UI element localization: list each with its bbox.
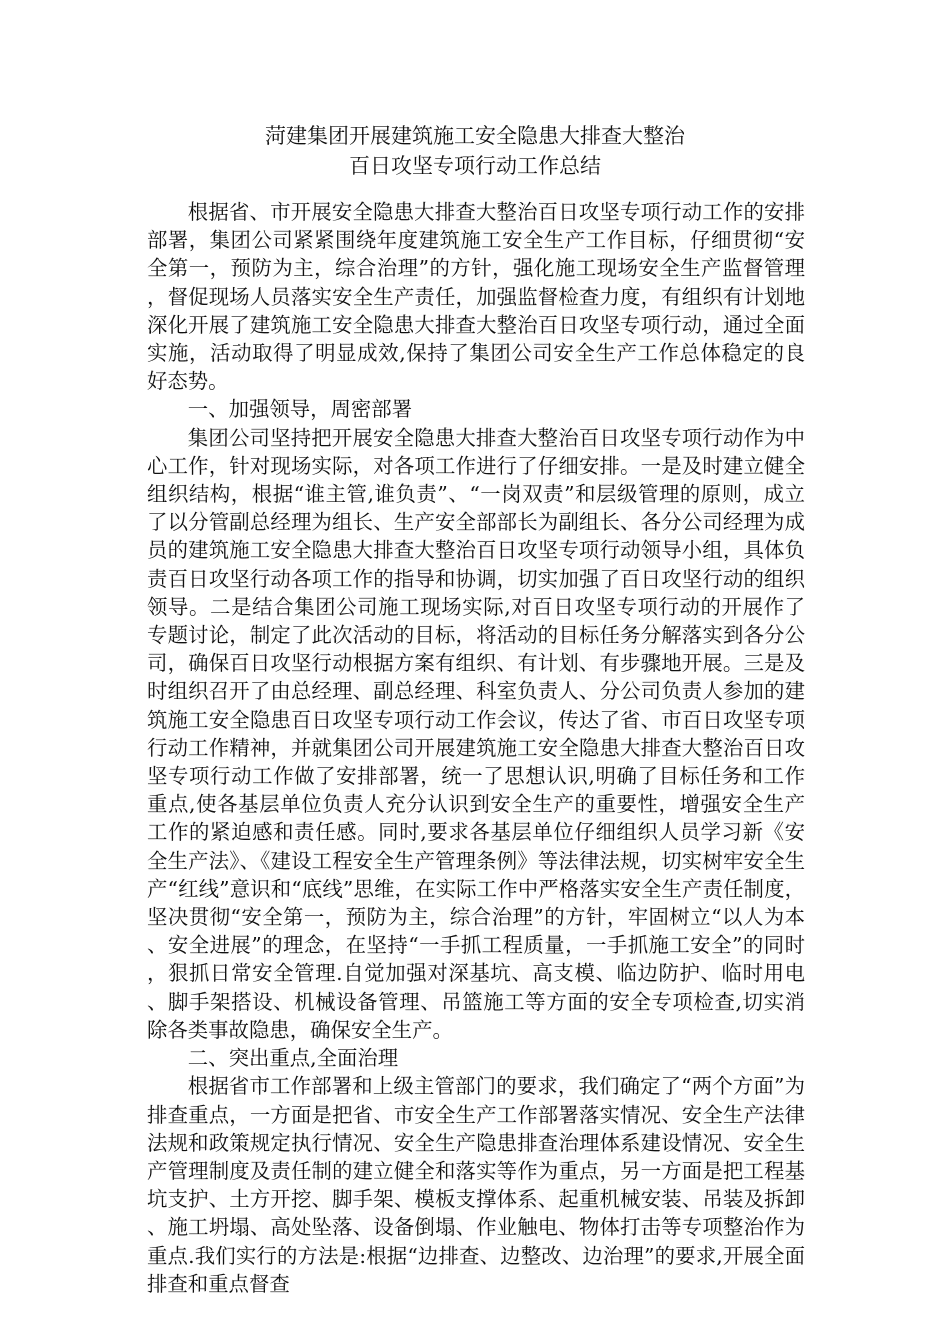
intro-paragraph: 根据省、市开展安全隐患大排查大整治百日攻坚专项行动工作的安排部署，集团公司紧紧围绕年度建筑施工安全生产工作目标，仔细贯彻“安全第一，预防为主，综合治理”的方针，强化施工现场安全生产监督管理，督促现场人员落实安全生产责任，加强监督检查力度，有组织有计划地深化开展了建筑施工安全隐患大排查大整治百日攻坚专项行动，通过全面实施，活动取得了明显成效,保持了集团公司安全生产工作总体稳定的良好态势。 xyxy=(147,200,805,394)
section-1-paragraph: 集团公司坚持把开展安全隐患大排查大整治百日攻坚专项行动作为中心工作，针对现场实际，对各项工作进行了仔细安排。一是及时建立健全组织结构，根据“谁主管,谁负责”、“一岗双责”和层级管理的原则，成立了以分管副总经理为组长、生产安全部部长为副组长、各分公司经理为成员的建筑施工安全隐患大排查大整治百日攻坚专项行动领导小组，具体负责百日攻坚行动各项工作的指导和协调，切实加强了百日攻坚行动的组织领导。二是结合集团公司施工现场实际,对百日攻坚专项行动的开展作了专题讨论，制定了此次活动的目标，将活动的目标任务分解落实到各分公司，确保百日攻坚行动根据方案有组织、有计划、有步骤地开展。三是及时组织召开了由总经理、副总经理、科室负责人、分公司负责人参加的建筑施工安全隐患百日攻坚专项行动工作会议，传达了省、市百日攻坚专项行动工作精神，并就集团公司开展建筑施工安全隐患大排查大整治百日攻坚专项行动工作做了安排部署，统一了思想认识,明确了目标任务和工作重点,使各基层单位负责人充分认识到安全生产的重要性，增强安全生产工作的紧迫感和责任感。同时,要求各基层单位仔细组织人员学习新《安全生产法》、《建设工程安全生产管理条例》等法律法规，切实树牢安全生产“红线”意识和“底线”思维，在实际工作中严格落实安全生产责任制度，坚决贯彻“安全第一，预防为主，综合治理”的方针，牢固树立“以人为本、安全进展”的理念，在坚持“一手抓工程质量，一手抓施工安全”的同时，狠抓日常安全管理.自觉加强对深基坑、高支模、临边防护、临时用电、脚手架搭设、机械设备管理、吊篮施工等方面的安全专项检查,切实消除各类事故隐患，确保安全生产。 xyxy=(147,425,805,1042)
section-2-paragraph: 根据省市工作部署和上级主管部门的要求，我们确定了“两个方面”为排查重点，一方面是把省、市安全生产工作部署落实情况、安全生产法律法规和政策规定执行情况、安全生产隐患排查治理体系建设情况、安全生产管理制度及责任制的建立健全和落实等作为重点，另一方面是把工程基坑支护、土方开挖、脚手架、模板支撑体系、起重机械安装、吊装及拆卸、施工坍塌、高处坠落、设备倒塌、作业触电、物体打击等专项整治作为重点.我们实行的方法是:根据“边排查、边整改、边治理”的要求,开展全面排查和重点督查 xyxy=(147,1074,805,1296)
section-1-heading: 一、加强领导，周密部署 xyxy=(187,397,413,422)
document-title xyxy=(0,121,950,181)
title-line-1: 菏建集团开展建筑施工安全隐患大排查大整治 xyxy=(265,124,685,148)
title-line-2: 百日攻坚专项行动工作总结 xyxy=(349,154,601,178)
document-body xyxy=(147,198,805,1298)
section-2-heading: 二、突出重点,全面治理 xyxy=(187,1046,399,1071)
